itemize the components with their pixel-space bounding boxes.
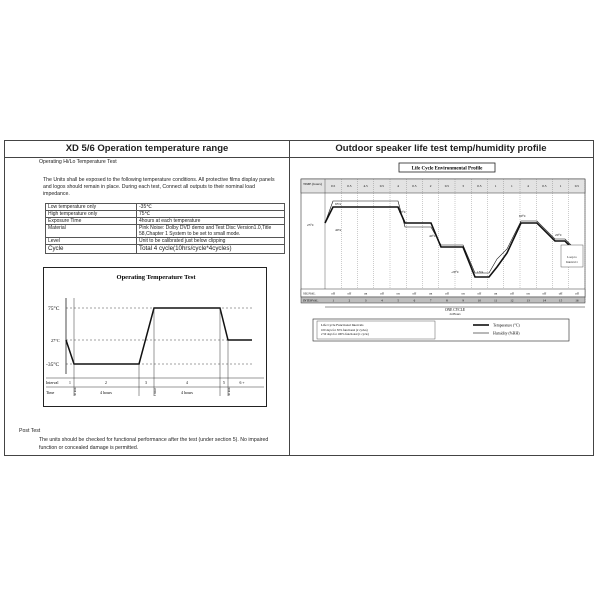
- column-dividers: [325, 179, 585, 303]
- time-header-label: TIME (hours): [303, 182, 322, 186]
- time-cell: 0.5: [331, 184, 336, 188]
- interval-cell: 9: [462, 298, 464, 303]
- signal-cell: on: [461, 291, 465, 296]
- interval-cell: 4: [381, 298, 383, 303]
- time-value: 4 hours: [100, 390, 112, 395]
- one-cycle-hours: 24 Hours: [449, 312, 461, 316]
- test-subtitle: Operating Hi/Lo Temperature Test: [39, 159, 117, 165]
- post-test-title: Post Test: [19, 428, 41, 434]
- document-frame: [4, 140, 594, 456]
- spec-value: -35℃: [137, 204, 285, 211]
- y-label-minus35: -35°C: [46, 362, 60, 368]
- signal-cell: off: [477, 291, 482, 296]
- interval-number: 4: [186, 381, 188, 385]
- interval-cell: 15: [559, 298, 563, 303]
- spec-value: 4hours at each temperature: [137, 218, 285, 225]
- interval-cell: 5: [397, 298, 399, 303]
- one-cycle-label: ONE CYCLE: [444, 308, 466, 312]
- time-cell: 1: [559, 184, 562, 188]
- spec-row: [46, 204, 285, 211]
- signal-cell: off: [510, 291, 514, 296]
- interval-cell: 6: [413, 298, 416, 303]
- time-cell: 0.5: [574, 184, 579, 188]
- test-description: The Units shall be exposed to the following temperature conditions. All protective films display panels and logos should remain in place. During each test, Connect all outputs to their nominal load impedance.: [43, 177, 275, 197]
- signal-cell: on: [526, 291, 530, 296]
- right-column: [289, 141, 593, 455]
- signal-cell: off: [347, 291, 352, 296]
- operating-temp-svg: [44, 268, 268, 408]
- spec-key: Cycle: [46, 245, 137, 254]
- temp-label: 40°C: [429, 234, 437, 238]
- signal-cell: off: [558, 291, 563, 296]
- spec-row: [46, 245, 285, 254]
- time-marker: 30 min: [73, 387, 77, 396]
- spec-key: Exposure Time: [46, 218, 137, 225]
- time-marker: 1 hour: [153, 388, 157, 396]
- temp-label: 23°C: [307, 223, 315, 227]
- interval-number: 2: [105, 381, 107, 385]
- functional-intervals-line: 100 days for 50% functional (2 cycles): [321, 328, 368, 332]
- temperature-profile-line: [66, 308, 252, 364]
- legend-humidity-label: Humidity (%RH): [493, 331, 520, 336]
- spec-row: [46, 218, 285, 225]
- interval-number: 3: [145, 381, 147, 385]
- spec-key: Low temperature only: [46, 204, 137, 211]
- left-column: [5, 141, 290, 455]
- time-cell: 0.5: [477, 184, 482, 188]
- interval-cell: 7: [429, 298, 432, 303]
- spec-key: Level: [46, 238, 137, 245]
- signal-cell: off: [380, 291, 384, 296]
- time-cell: 2: [429, 184, 432, 188]
- signal-cell: on: [364, 291, 368, 296]
- spec-value: Unit to be calibrated just below clipping: [137, 238, 285, 245]
- y-label-27: 27°C: [51, 338, 60, 343]
- left-header: XD 5/6 Operation temperature range: [5, 141, 289, 158]
- time-marker: 30 min: [227, 387, 231, 396]
- spec-value: Total 4 cycle(10hrs/cycle*4cycles): [137, 245, 285, 254]
- time-value: 4 hours: [181, 390, 193, 395]
- interval-cell: 13: [526, 298, 530, 303]
- functional-intervals-title: Life Cycle Functional Intervals: [321, 323, 364, 327]
- time-cell: 0.5: [542, 184, 547, 188]
- time-cell: 4.5: [363, 184, 368, 188]
- interval-cell: 3: [364, 298, 367, 303]
- time-cell: 4: [397, 184, 399, 188]
- signal-cell: off: [331, 291, 335, 296]
- spec-table: [45, 203, 285, 254]
- chart-title: Operating Temperature Test: [116, 274, 196, 281]
- functional-intervals-line: 2 50 days for 100% functional (1 cycle): [321, 332, 369, 336]
- time-cell: 0.5: [444, 184, 449, 188]
- time-cell: 0.5: [347, 184, 352, 188]
- spec-key: High temperature only: [46, 211, 137, 218]
- interval-cell: 1: [332, 298, 334, 303]
- signal-cell: off: [445, 291, 449, 296]
- humidity-label: 40%: [335, 228, 342, 232]
- loop-note-line: Interval 1: [566, 260, 578, 264]
- time-cell: 0.5: [412, 184, 417, 188]
- spec-value: 75℃: [137, 211, 285, 218]
- interval-cell: 8: [446, 298, 448, 303]
- temperature-curve: [325, 207, 571, 277]
- interval-row-label: Interval: [46, 380, 59, 385]
- interval-cell: 14: [542, 298, 546, 303]
- spec-value: Pink Noise: Dolby DVD demo and Test Disc Version1.0,Title 58,Chapter 1 System to be set to small mode.: [137, 225, 285, 238]
- time-cell: 3: [462, 184, 464, 188]
- time-cell: 0.5: [379, 184, 384, 188]
- interval-cell: 12: [510, 298, 514, 303]
- time-cell: 1: [494, 184, 497, 188]
- signal-row-label: SIGNAL: [303, 291, 316, 296]
- life-cycle-profile-chart: [293, 161, 589, 357]
- interval-cell: 10: [477, 298, 481, 303]
- interval-cell: 11: [494, 298, 498, 303]
- signal-cell: on: [429, 291, 433, 296]
- temp-label: 20°C: [555, 233, 563, 237]
- signal-cell: off: [575, 291, 579, 296]
- interval-number: 5: [223, 381, 225, 385]
- signal-cell: on: [396, 291, 400, 296]
- signal-cell: off: [542, 291, 547, 296]
- time-row-label: Time: [46, 390, 55, 395]
- signal-cell: off: [412, 291, 417, 296]
- loop-note-line: Loop to: [567, 255, 577, 259]
- spec-row: [46, 225, 285, 238]
- temp-label: -20°C: [451, 270, 460, 274]
- profile-chart-title: Life Cycle Environmental Profile: [411, 166, 483, 172]
- right-header: Outdoor speaker life test temp/humidity profile: [289, 141, 593, 158]
- humidity-label: 95%: [335, 202, 342, 206]
- spec-row: [46, 238, 285, 245]
- y-label-75: 75°C: [48, 306, 60, 312]
- interval-cell: 2: [348, 298, 351, 303]
- spec-row: [46, 211, 285, 218]
- temp-label: 50°C: [399, 210, 407, 214]
- profile-grid: [301, 179, 585, 297]
- humidity-label: 15%: [477, 270, 484, 274]
- temp-label: 60°C: [519, 214, 527, 218]
- time-cell: 1: [511, 184, 513, 188]
- interval-number: 1: [69, 381, 71, 385]
- spec-key: Material: [46, 225, 137, 238]
- signal-cell: on: [494, 291, 498, 296]
- operating-temp-chart: [43, 267, 267, 407]
- post-test-description: The units should be checked for functional performance after the test (under section 5). No impaired function or concealed damage is permitted.: [39, 437, 269, 451]
- interval-number: 6 +: [239, 381, 245, 385]
- interval-row-label: INTERVAL: [303, 298, 319, 303]
- interval-cell: 16: [575, 298, 579, 303]
- legend-temp-label: Temperature (°C): [493, 323, 520, 328]
- humidity-curve: [325, 201, 571, 273]
- time-cell: 4: [527, 184, 529, 188]
